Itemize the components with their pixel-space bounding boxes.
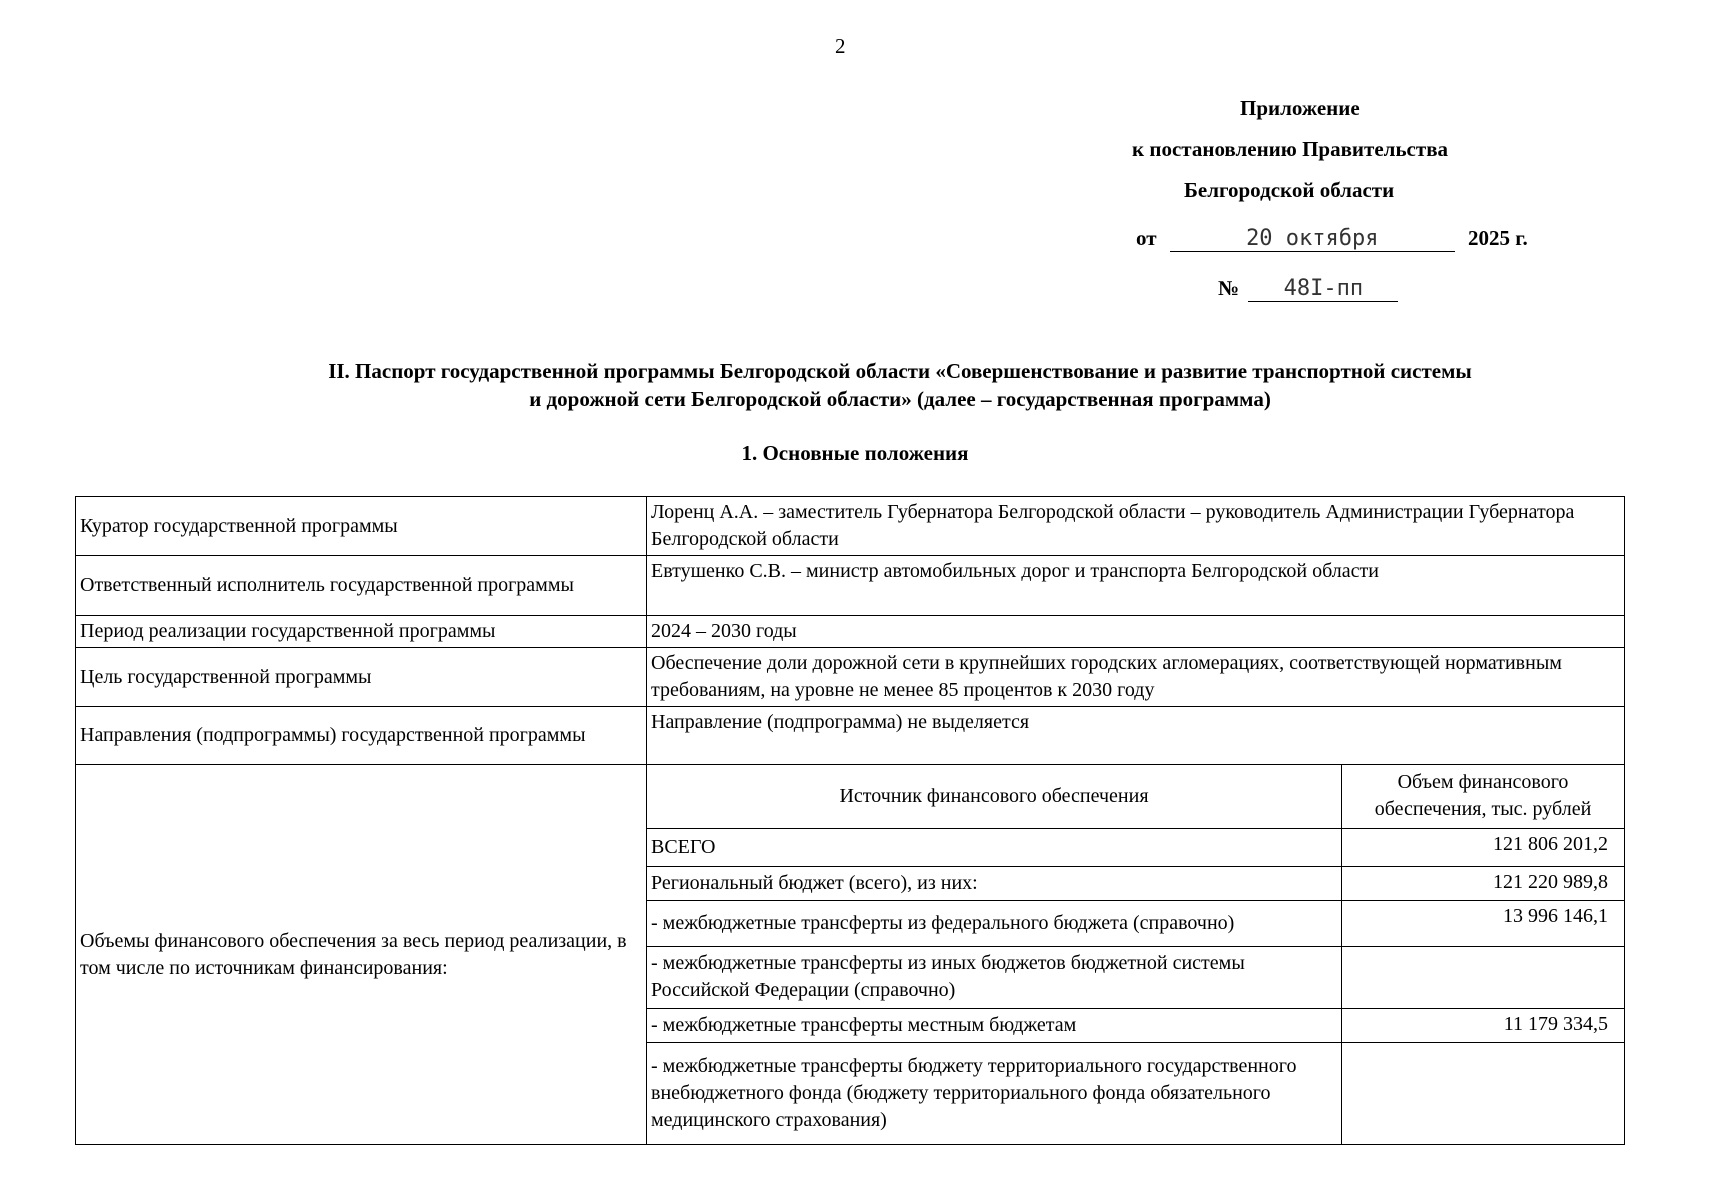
section-title: 1. Основные положения <box>741 441 969 465</box>
finance-source: - межбюджетные трансферты из федерального бюджета (справочно) <box>647 900 1342 946</box>
row-value: 2024 – 2030 годы <box>647 616 1625 648</box>
row-label: Куратор государственной программы <box>76 497 647 556</box>
finance-table <box>647 765 1624 1144</box>
appendix-line-3: Белгородской области <box>1184 178 1395 202</box>
table-row <box>76 616 1625 648</box>
table-row <box>76 556 1625 616</box>
passport-table <box>75 496 1625 1145</box>
table-row <box>647 828 1624 866</box>
row-label: Период реализации государственной программы <box>76 616 647 648</box>
appendix-title: Приложение <box>1240 96 1360 120</box>
finance-amount: 121 806 201,2 <box>1342 828 1625 866</box>
header-amount: Объем финансового обеспечения, тыс. рублей <box>1342 765 1625 828</box>
row-label: Ответственный исполнитель государственной программы <box>76 556 647 616</box>
row-value: Обеспечение доли дорожной сети в крупнейших городских агломерациях, соответствующей нормативным требованиям, на уровне не менее 85 процентов к 2030 году <box>647 648 1625 707</box>
table-row <box>647 1008 1624 1042</box>
number-value: 48I-пп <box>1248 276 1398 302</box>
row-value: Евтушенко С.В. – министр автомобильных дорог и транспорта Белгородской области <box>647 556 1625 616</box>
appendix-line-2: к постановлению Правительства <box>1132 137 1449 161</box>
finance-amount: 13 996 146,1 <box>1342 900 1625 946</box>
appendix-number-line <box>1218 276 1398 302</box>
finance-cell <box>647 765 1625 1145</box>
table-row <box>76 648 1625 707</box>
row-value: Направление (подпрограмма) не выделяется <box>647 707 1625 765</box>
table-row <box>76 497 1625 556</box>
date-prefix: от <box>1136 226 1157 250</box>
finance-label: Объемы финансового обеспечения за весь период реализации, в том числе по источникам финансирования: <box>76 765 647 1145</box>
finance-amount <box>1342 946 1625 1008</box>
finance-source: - межбюджетные трансферты из иных бюджетов бюджетной системы Российской Федерации (справочно) <box>647 946 1342 1008</box>
heading-line-1: II. Паспорт государственной программы Белгородской области «Совершенствование и развитие транспортной системы <box>328 359 1472 383</box>
finance-amount: 11 179 334,5 <box>1342 1008 1625 1042</box>
finance-amount: 121 220 989,8 <box>1342 866 1625 900</box>
row-label: Направления (подпрограммы) государственной программы <box>76 707 647 765</box>
finance-source: Региональный бюджет (всего), из них: <box>647 866 1342 900</box>
table-row <box>647 866 1624 900</box>
finance-amount <box>1342 1042 1625 1144</box>
date-value: 20 октября <box>1170 226 1455 252</box>
finance-source: ВСЕГО <box>647 828 1342 866</box>
number-prefix: № <box>1218 276 1240 300</box>
table-row <box>76 707 1625 765</box>
finance-header-row <box>647 765 1624 828</box>
appendix-date-line <box>1136 226 1528 252</box>
date-suffix: 2025 г. <box>1468 226 1528 250</box>
table-row <box>647 900 1624 946</box>
table-row <box>647 946 1624 1008</box>
document-heading <box>200 357 1600 413</box>
row-value: Лоренц А.А. – заместитель Губернатора Белгородской области – руководитель Администрации Губернатора Белгородской области <box>647 497 1625 556</box>
table-row <box>647 1042 1624 1144</box>
heading-line-2: и дорожной сети Белгородской области» (далее – государственная программа) <box>529 387 1271 411</box>
header-source: Источник финансового обеспечения <box>647 765 1342 828</box>
finance-source: - межбюджетные трансферты местным бюджетам <box>647 1008 1342 1042</box>
finance-source: - межбюджетные трансферты бюджету территориального государственного внебюджетного фонда (бюджету территориального фонда обязательного медицинского страхования) <box>647 1042 1342 1144</box>
row-label: Цель государственной программы <box>76 648 647 707</box>
page-number: 2 <box>835 34 846 58</box>
table-row <box>76 765 1625 1145</box>
